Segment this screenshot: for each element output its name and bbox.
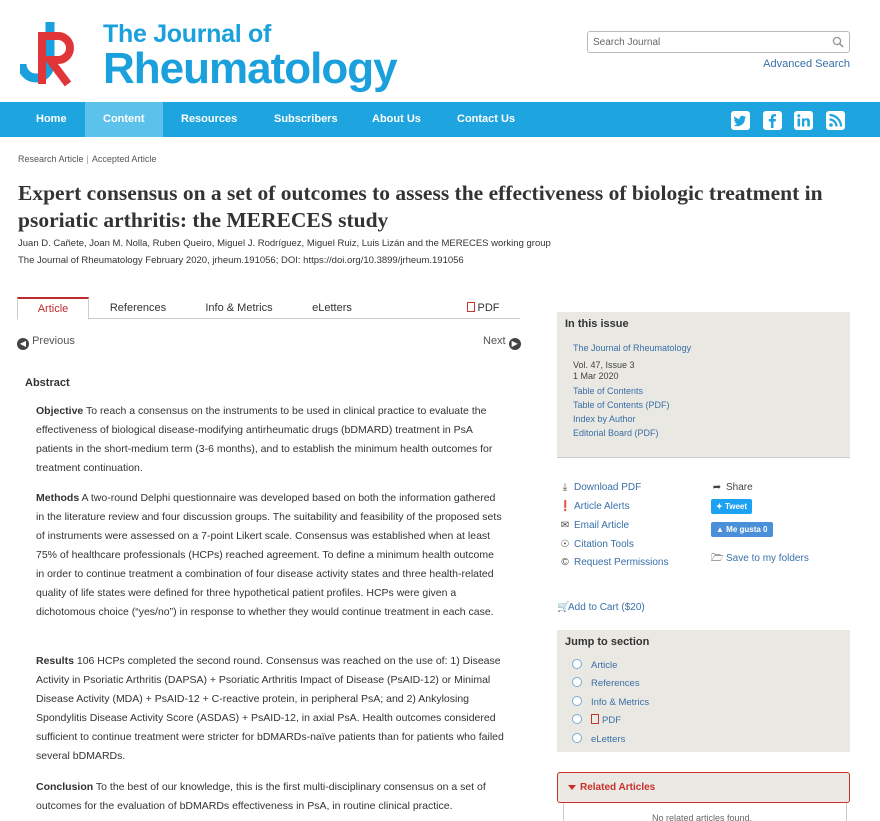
caret-down-icon (568, 785, 576, 790)
jump-item-label: Info & Metrics (591, 697, 650, 708)
jump-item-references[interactable] (572, 677, 640, 689)
journal-logo-icon[interactable] (20, 18, 80, 88)
tab-pdf[interactable] (462, 297, 504, 319)
related-articles-panel (563, 803, 847, 821)
abstract-conclusion (36, 778, 504, 816)
article-citation: The Journal of Rheumatology February 2020, jrheum.191056; DOI: https://doi.org/10.3899/jrheum.191056 (18, 255, 464, 266)
radio-dot-icon (572, 659, 582, 669)
article-alerts-link[interactable] (559, 501, 630, 512)
abstract-objective (36, 402, 504, 478)
toc-link[interactable]: Table of Contents (573, 386, 644, 396)
jump-item-pdf[interactable] (572, 714, 621, 726)
globe-icon: ☉ (560, 539, 570, 550)
share-icon: ➦ (712, 482, 722, 493)
share-label: Share (726, 482, 753, 493)
logo-line-1: The Journal of (103, 20, 272, 48)
radio-dot-icon (572, 733, 582, 743)
jump-item-label: References (591, 678, 640, 689)
tweet-label: Tweet (724, 502, 748, 511)
toc-pdf-link[interactable]: Table of Contents (PDF) (573, 400, 670, 410)
thumbs-up-icon: ▲ (716, 525, 724, 534)
linkedin-icon[interactable] (794, 111, 813, 130)
radio-dot-icon (572, 677, 582, 687)
abstract-results (36, 652, 504, 766)
arrow-right-icon: ▶ (509, 338, 521, 350)
save-to-folders-label: Save to my folders (726, 553, 809, 564)
tweet-bird-icon: ✦ (716, 502, 723, 511)
abstract-heading: Abstract (25, 377, 70, 389)
cart-icon: 🛒 (557, 602, 570, 613)
save-to-folders-link[interactable] (711, 551, 809, 568)
arrow-left-icon: ◀ (17, 338, 29, 350)
download-pdf-link[interactable] (559, 482, 641, 493)
article-type-label: Research Article (18, 154, 84, 164)
alert-icon: ❗ (559, 501, 572, 512)
tab-references[interactable]: References (109, 302, 167, 314)
author-group: and the MERECES working group (407, 238, 551, 249)
citation-tools-label: Citation Tools (574, 539, 634, 550)
nav-item-home[interactable]: Home (36, 113, 67, 125)
email-article-link[interactable] (559, 520, 629, 531)
envelope-icon: ✉ (560, 520, 570, 531)
editorial-board-link[interactable]: Editorial Board (PDF) (573, 428, 659, 438)
objective-text: To reach a consensus on the instruments to be used in clinical practice to evaluate the effectiveness of biological disease-modifying antirheumatic drugs (bDMARD) treatment in PsA patients in the short-medium term (3-6 months), and to establish the minimum health outcomes for treatment continuation. (36, 405, 493, 474)
next-link[interactable] (483, 335, 521, 350)
site-header (0, 0, 880, 102)
share-link[interactable] (711, 482, 753, 493)
search-input[interactable] (588, 33, 818, 53)
citation-tools-link[interactable] (559, 539, 634, 550)
email-article-label: Email Article (574, 520, 630, 531)
article-tabs (17, 297, 520, 319)
sidebar-divider (557, 457, 850, 458)
rss-icon[interactable] (826, 111, 845, 130)
next-label: Next (483, 335, 506, 347)
twitter-icon[interactable] (731, 111, 750, 130)
issue-date: 1 Mar 2020 (573, 371, 619, 381)
previous-label: Previous (32, 335, 75, 347)
index-by-author-link[interactable]: Index by Author (573, 414, 636, 424)
conclusion-text: To the best of our knowledge, this is the first multi-disciplinary consensus on a set of outcomes for the evaluation of bDMARDs effectiveness in PsA, in routine clinical practice. (36, 781, 486, 812)
jump-item-label: Article (591, 660, 618, 671)
article-alerts-label: Article Alerts (574, 501, 630, 512)
article-type-breadcrumb: Research Article | Accepted Article (18, 154, 157, 164)
facebook-icon[interactable] (763, 111, 782, 130)
download-icon: ⤓ (562, 482, 568, 493)
in-this-issue-heading: In this issue (565, 318, 629, 330)
tab-eletters[interactable]: eLetters (312, 302, 352, 314)
nav-item-about-us[interactable]: About Us (372, 113, 421, 125)
abstract-methods (36, 489, 504, 622)
search-icon[interactable] (832, 36, 844, 48)
nav-item-contact-us[interactable]: Contact Us (457, 113, 516, 125)
related-articles-empty: No related articles found. (652, 813, 753, 821)
article-authors (18, 238, 551, 249)
nav-item-content[interactable]: Content (85, 102, 163, 137)
folder-icon: 🗁 (711, 553, 724, 564)
article-title: Expert consensus on a set of outcomes to assess the effectiveness of biologic treatment in psoriatic arthritis: the MERECES study (18, 181, 823, 232)
related-articles-toggle[interactable] (557, 772, 850, 803)
jump-item-eletters[interactable] (572, 733, 625, 745)
methods-text: A two-round Delphi questionnaire was developed based on both the information gathered in the literature review and four discussion groups. The suitability and feasibility of the proposed sets of instruments were assessed on a 7-point Likert scale. Consensus was established when at least 75% of healthcare professionals (HCPs) reached agreement. To define a minimum health outcome in order to continue treatment a combination of four disease activity states and three health-related quality of life states were defined for three hypothetical patient profiles. HCPs were given a dichotomous choice (“yes/no”) in response to whether they would continue treatment in each case. (36, 492, 502, 618)
results-text: 106 HCPs completed the second round. Consensus was reached on the use of: 1) Disease Activity in Psoriatic Arthritis (DAPSA) + Psoriatic Arthritis Impact of Disease (PsAID-12) or Minimal Disease Activity (MDA) + PsAID-12 + C-reactive protein, in peripheral PsA; and 2) Ankylosing Spondylitis Disease Activity Score (ASDAS) + PsAID-12, in axial PsA. Health outcomes considered sufficient to continue treatment were stricter for bDMARDs-naïve patients than for patients who failed several bDMARDs. (36, 655, 504, 762)
radio-dot-icon (572, 714, 582, 724)
issue-journal-link[interactable]: The Journal of Rheumatology (573, 343, 692, 353)
related-articles-heading: Related Articles (580, 782, 656, 793)
objective-label: Objective (36, 405, 84, 417)
copyright-icon: © (561, 557, 569, 568)
author-list[interactable]: Juan D. Cañete, Joan M. Nolla, Ruben Queiro, Miguel J. Rodríguez, Miguel Ruiz, Luis Lizán (18, 238, 405, 249)
facebook-like-button[interactable] (711, 522, 773, 537)
tab-article[interactable]: Article (17, 297, 89, 320)
add-to-cart-label: Add to Cart ($20) (568, 602, 645, 613)
tab-info-metrics[interactable]: Info & Metrics (205, 302, 273, 314)
main-nav (0, 102, 880, 137)
tweet-button[interactable] (711, 499, 752, 514)
search-box (587, 31, 850, 53)
radio-dot-icon (572, 696, 582, 706)
logo-line-2: Rheumatology (103, 44, 397, 93)
article-status-label: Accepted Article (91, 154, 157, 164)
nav-item-subscribers[interactable]: Subscribers (274, 113, 338, 125)
jump-item-label: PDF (602, 715, 621, 726)
methods-label: Methods (36, 492, 80, 504)
nav-item-resources[interactable]: Resources (181, 113, 238, 125)
like-label: Me gusta 0 (726, 525, 768, 534)
tab-pdf-label: PDF (477, 302, 500, 314)
pdf-icon (591, 714, 599, 724)
request-permissions-label: Request Permissions (574, 557, 669, 568)
request-permissions-link[interactable] (559, 557, 668, 568)
issue-volume: Vol. 47, Issue 3 (573, 360, 635, 370)
add-to-cart-link[interactable] (557, 602, 645, 613)
jump-item-label: eLetters (591, 734, 626, 745)
previous-link[interactable] (17, 335, 75, 350)
conclusion-label: Conclusion (36, 781, 94, 793)
journal-logo[interactable] (103, 20, 397, 93)
jump-item-info-metrics[interactable] (572, 696, 649, 708)
jump-to-section-heading: Jump to section (565, 636, 650, 648)
pdf-icon (467, 302, 475, 312)
advanced-search-link[interactable]: Advanced Search (763, 58, 850, 70)
jump-item-article[interactable] (572, 659, 617, 671)
results-label: Results (36, 655, 74, 667)
download-pdf-label: Download PDF (574, 482, 642, 493)
